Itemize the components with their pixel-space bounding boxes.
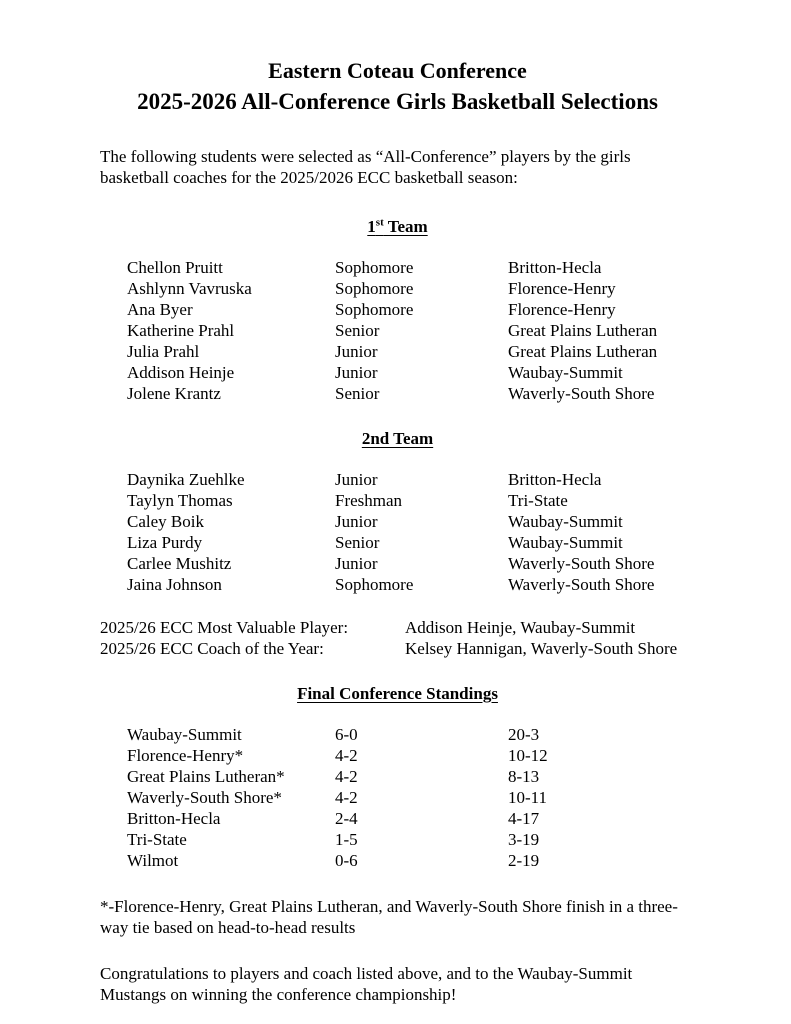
standings-row <box>127 850 695 871</box>
first-team-heading-sup: st <box>375 216 384 228</box>
standings-overall-record: 4-17 <box>508 808 540 828</box>
player-school: Britton-Hecla <box>508 257 602 277</box>
player-grade: Senior <box>335 320 380 340</box>
player-name: Jolene Krantz <box>127 383 221 403</box>
standings-conference-record: 4-2 <box>335 745 358 765</box>
player-row <box>127 341 695 362</box>
player-row <box>127 257 695 278</box>
player-name: Julia Prahl <box>127 341 200 361</box>
player-row <box>127 320 695 341</box>
standings-row <box>127 808 695 829</box>
standings-team: Tri-State <box>127 829 187 849</box>
player-row <box>127 490 695 511</box>
player-name: Ana Byer <box>127 299 193 319</box>
player-name: Jaina Johnson <box>127 574 222 594</box>
player-name: Chellon Pruitt <box>127 257 223 277</box>
standings-table <box>100 724 695 871</box>
player-school: Great Plains Lutheran <box>508 341 658 361</box>
standings-heading <box>100 683 695 704</box>
standings-team: Florence-Henry* <box>127 745 244 765</box>
standings-team: Waubay-Summit <box>127 724 242 744</box>
player-school: Waverly-South Shore <box>508 383 655 403</box>
player-row <box>127 383 695 404</box>
standings-overall-record: 10-11 <box>508 787 548 807</box>
award-row <box>100 617 695 638</box>
player-row <box>127 532 695 553</box>
standings-team: Wilmot <box>127 850 179 870</box>
standings-overall-record: 8-13 <box>508 766 540 786</box>
player-name: Carlee Mushitz <box>127 553 232 573</box>
congratulations-paragraph: Congratulations to players and coach listed above, and to the Waubay-Summit Mustangs on winning the conference championship! <box>100 963 633 1004</box>
player-row <box>127 574 695 595</box>
award-label: 2025/26 ECC Coach of the Year: <box>100 638 324 658</box>
player-school: Waubay-Summit <box>508 511 623 531</box>
first-team-heading-num: 1 <box>367 216 376 236</box>
standings-heading-label: Final Conference Standings <box>297 683 498 703</box>
player-grade: Junior <box>335 511 378 531</box>
standings-row <box>127 787 695 808</box>
tiebreaker-footnote: *-Florence-Henry, Great Plains Lutheran, and Waverly-South Shore finish in a three-way tie based on head-to-head results <box>100 896 678 937</box>
page-title-line1: Eastern Coteau Conference <box>268 58 527 83</box>
intro-paragraph: The following students were selected as “All-Conference” players by the girls basketball coaches for the 2025/2026 ECC basketball season: <box>100 147 631 187</box>
player-school: Tri-State <box>508 490 568 510</box>
award-value: Kelsey Hannigan, Waverly-South Shore <box>405 638 678 658</box>
player-grade: Senior <box>335 532 380 552</box>
player-name: Ashlynn Vavruska <box>127 278 252 298</box>
player-grade: Junior <box>335 553 378 573</box>
standings-conference-record: 4-2 <box>335 766 358 786</box>
standings-row <box>127 724 695 745</box>
first-team-table <box>100 257 695 404</box>
standings-overall-record: 10-12 <box>508 745 548 765</box>
second-team-table <box>100 469 695 595</box>
player-row <box>127 362 695 383</box>
standings-conference-record: 6-0 <box>335 724 358 744</box>
standings-overall-record: 2-19 <box>508 850 540 870</box>
standings-overall-record: 20-3 <box>508 724 540 744</box>
player-grade: Senior <box>335 383 380 403</box>
standings-conference-record: 0-6 <box>335 850 358 870</box>
player-school: Waubay-Summit <box>508 362 623 382</box>
player-school: Florence-Henry <box>508 278 616 298</box>
award-row <box>100 638 695 659</box>
standings-row <box>127 745 695 766</box>
award-label: 2025/26 ECC Most Valuable Player: <box>100 617 349 637</box>
player-grade: Junior <box>335 341 378 361</box>
player-school: Florence-Henry <box>508 299 616 319</box>
player-school: Waubay-Summit <box>508 532 623 552</box>
standings-team: Waverly-South Shore* <box>127 787 282 807</box>
player-grade: Junior <box>335 469 378 489</box>
first-team-heading-rest: Team <box>383 216 428 236</box>
standings-conference-record: 4-2 <box>335 787 358 807</box>
page-title-line2: 2025-2026 All-Conference Girls Basketball Selections <box>137 89 658 114</box>
player-school: Waverly-South Shore <box>508 553 655 573</box>
standings-conference-record: 2-4 <box>335 808 358 828</box>
player-name: Daynika Zuehlke <box>127 469 245 489</box>
player-grade: Sophomore <box>335 574 414 594</box>
player-row <box>127 278 695 299</box>
award-value: Addison Heinje, Waubay-Summit <box>405 617 636 637</box>
player-name: Addison Heinje <box>127 362 235 382</box>
player-row <box>127 299 695 320</box>
player-name: Liza Purdy <box>127 532 203 552</box>
second-team-heading-label: 2nd Team <box>361 428 434 448</box>
player-row <box>127 469 695 490</box>
player-grade: Junior <box>335 362 378 382</box>
standings-overall-record: 3-19 <box>508 829 540 849</box>
player-school: Waverly-South Shore <box>508 574 655 594</box>
player-name: Caley Boik <box>127 511 204 531</box>
awards-section <box>100 617 695 659</box>
player-name: Taylyn Thomas <box>127 490 233 510</box>
standings-conference-record: 1-5 <box>335 829 358 849</box>
player-row <box>127 511 695 532</box>
player-grade: Sophomore <box>335 299 414 319</box>
standings-team: Great Plains Lutheran* <box>127 766 285 786</box>
player-grade: Sophomore <box>335 278 414 298</box>
player-grade: Sophomore <box>335 257 414 277</box>
standings-row <box>127 829 695 850</box>
player-grade: Freshman <box>335 490 403 510</box>
first-team-heading <box>100 212 695 237</box>
player-school: Great Plains Lutheran <box>508 320 658 340</box>
player-row <box>127 553 695 574</box>
second-team-heading <box>100 428 695 449</box>
player-school: Britton-Hecla <box>508 469 602 489</box>
standings-team: Britton-Hecla <box>127 808 221 828</box>
page-title <box>100 56 695 117</box>
standings-row <box>127 766 695 787</box>
player-name: Katherine Prahl <box>127 320 235 340</box>
